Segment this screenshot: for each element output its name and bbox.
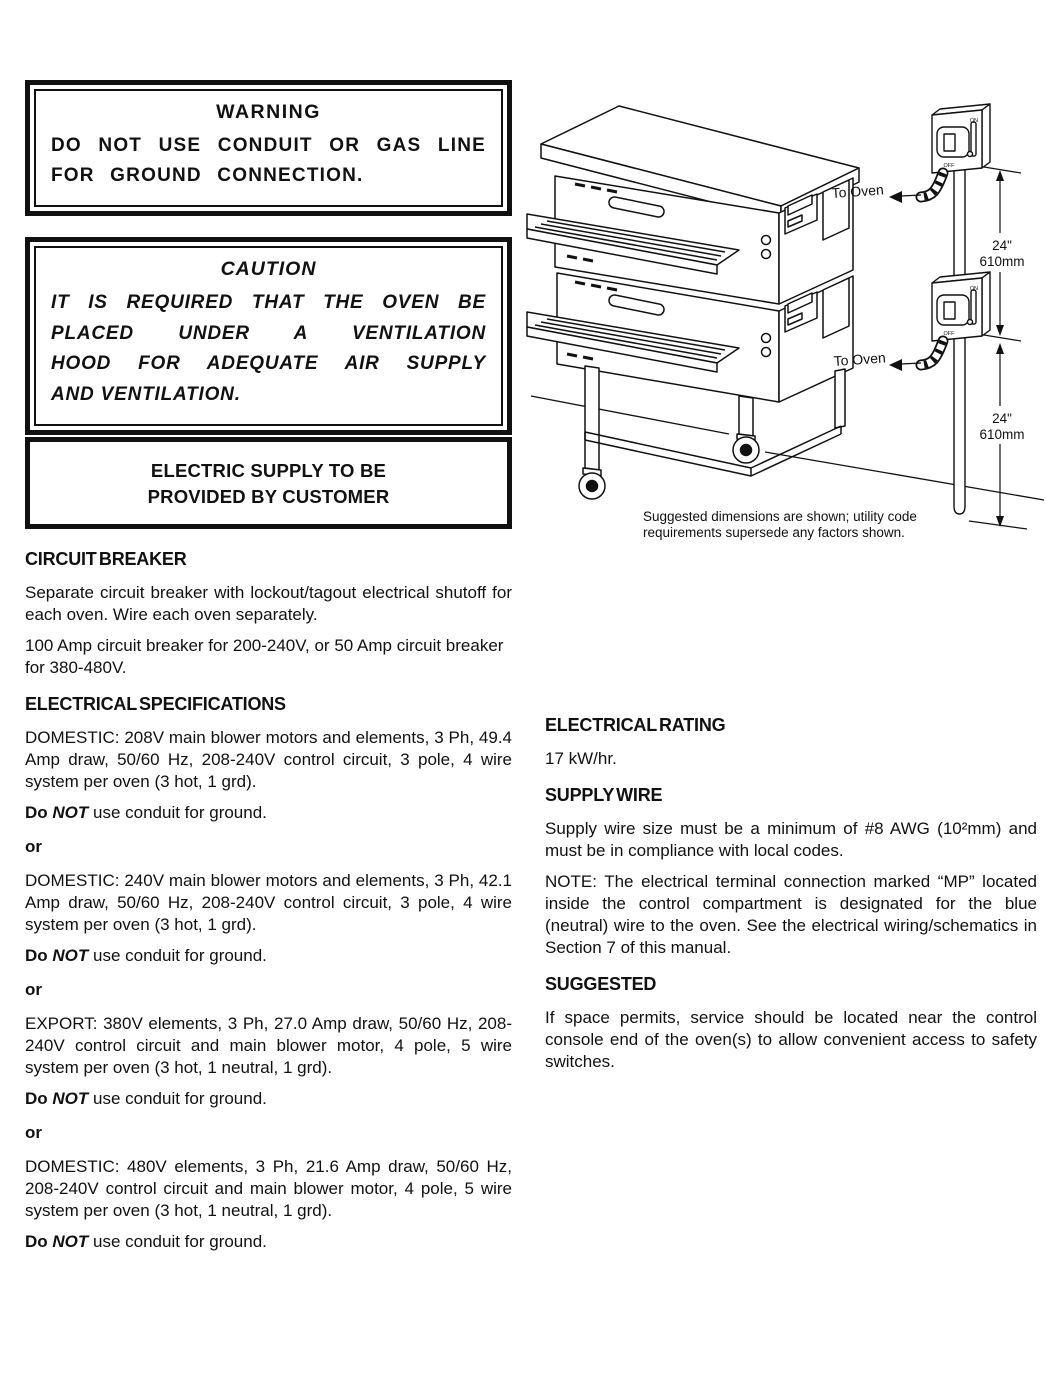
conduit-note-rest: use conduit for ground. — [88, 1232, 267, 1251]
conduit-note-1 — [25, 802, 512, 824]
disconnect-switch-bottom — [932, 272, 990, 341]
conduit-note-word-not: NOT — [52, 1232, 89, 1251]
caution-line-1: IT IS REQUIRED THAT THE OVEN BE — [51, 292, 486, 313]
supply-wire-note: NOTE: The electrical terminal connection marked “MP” located inside the control compartment is designated for the blue (neutral) wire to the oven. See the electrical wiring/schematics in Section 7 of this manual. — [545, 872, 1037, 957]
conduit-note-3 — [25, 1088, 512, 1110]
left-column — [25, 548, 512, 1266]
knob-icon — [762, 250, 771, 259]
warning-line-2: FOR GROUND CONNECTION. — [51, 165, 364, 186]
knob-icon — [762, 236, 771, 245]
spec-option-3-label: EXPORT: — [25, 1014, 98, 1033]
spec-option-4-label: DOMESTIC: — [25, 1157, 120, 1176]
electrical-rating-heading: ELECTRICAL RATING — [545, 715, 726, 735]
circuit-breaker-heading: CIRCUIT BREAKER — [25, 549, 187, 569]
to-oven-label-bottom: To Oven — [833, 349, 887, 369]
spec-option-2-label: DOMESTIC: — [25, 871, 120, 890]
floor-line-left — [531, 396, 729, 434]
caution-line-4: AND VENTILATION. — [51, 383, 241, 405]
circuit-breaker-para-1: Separate circuit breaker with lockout/tagout electrical shutoff for each oven. Wire each oven separately. — [25, 583, 512, 624]
conduit-note-word-not: NOT — [52, 946, 89, 965]
warning-line-1: DO NOT USE CONDUIT OR GAS LINE — [51, 135, 486, 156]
stand-leg-left — [585, 366, 599, 470]
electrical-specifications-heading: ELECTRICAL SPECIFICATIONS — [25, 694, 286, 714]
spec-option-2 — [25, 870, 512, 936]
caution-line-2: PLACED UNDER A VENTILATION — [51, 322, 486, 344]
supply-wire-para-1: Supply wire size must be a minimum of #8 AWG (10²mm) and must be in compliance with local codes. — [545, 819, 1037, 860]
conduit-note-4 — [25, 1231, 512, 1253]
switch-off-label: OFF — [943, 163, 955, 169]
caution-box — [25, 237, 512, 435]
warning-title: WARNING — [216, 101, 321, 123]
knob-icon — [762, 348, 771, 357]
circuit-breaker-para-2: 100 Amp circuit breaker for 200-240V, or 50 Amp circuit breaker for 380-480V. — [25, 636, 504, 677]
spec-option-3-text: 380V elements, 3 Ph, 27.0 Amp draw, 50/60 Hz, 208-240V control circuit and main blower motor, 4 pole, 5 wire system per oven (3 hot, 1 neutral, 1 grd). — [25, 1014, 512, 1077]
switch-on-label: ON — [969, 286, 978, 292]
supply-wire-heading: SUPPLY WIRE — [545, 785, 663, 805]
caution-title: CAUTION — [220, 258, 317, 280]
knob-icon — [762, 334, 771, 343]
oven-illustration — [527, 106, 859, 499]
flex-conduit-top — [921, 173, 943, 197]
electric-supply-box — [25, 437, 512, 529]
stand-leg-back — [835, 369, 845, 428]
spec-option-4-text: 480V elements, 3 Ph, 21.6 Amp draw, 50/60 Hz, 208-240V control circuit and main blower motor, 4 pole, 5 wire system per oven (3 hot, 1 neutral, 1 grd). — [25, 1157, 512, 1220]
conduit-note-word-do: Do — [25, 803, 53, 822]
electrical-rating-value: 17 kW/hr. — [545, 749, 617, 768]
spec-option-2-text: 240V main blower motors and elements, 3 Ph, 42.1 Amp draw, 50/60 Hz, 208-240V control circuit, 3 pole, 4 wire system per oven (3 hot, 1 grd). — [25, 871, 512, 934]
arrow-left-icon — [889, 359, 902, 371]
dimension-label-mm: 610mm — [979, 254, 1025, 269]
floor-line-right — [765, 452, 1044, 500]
dimension-label-inches: 24" — [992, 238, 1012, 253]
installation-diagram — [523, 80, 1046, 550]
diagram-caption-line-1: Suggested dimensions are shown; utility code — [643, 509, 917, 524]
stand-leg-right — [739, 396, 753, 436]
spec-option-1-label: DOMESTIC: — [25, 728, 120, 747]
to-oven-label-top: To Oven — [831, 181, 885, 201]
suggested-para: If space permits, service should be located near the control console end of the oven(s) to allow convenient access to safety switches. — [545, 1008, 1037, 1071]
conduit-note-rest: use conduit for ground. — [88, 803, 267, 822]
electric-supply-line-1: ELECTRIC SUPPLY TO BE — [150, 460, 387, 481]
dimension-label-mm: 610mm — [979, 427, 1025, 442]
dimension-label-inches: 24" — [992, 411, 1012, 426]
spec-option-3 — [25, 1013, 512, 1079]
arrow-left-icon — [889, 191, 902, 203]
arrow-up-icon — [996, 170, 1004, 181]
conduit-note-word-do: Do — [25, 1232, 53, 1251]
switch-off-label: OFF — [943, 331, 955, 337]
conduit-note-word-not: NOT — [52, 1089, 89, 1108]
disconnect-switch-top — [932, 104, 990, 173]
conduit-note-word-do: Do — [25, 1089, 53, 1108]
flex-conduit-bottom — [921, 341, 943, 365]
conduit-note-word-do: Do — [25, 946, 53, 965]
arrow-up-icon — [996, 343, 1004, 354]
conduit-note-2 — [25, 945, 512, 967]
or-separator-2: or — [25, 980, 42, 999]
dimension-bottom — [979, 343, 1024, 527]
or-separator-3: or — [25, 1123, 42, 1142]
conduit-note-rest: use conduit for ground. — [88, 1089, 267, 1108]
conduit-note-rest: use conduit for ground. — [88, 946, 267, 965]
electric-supply-line-2: PROVIDED BY CUSTOMER — [147, 486, 390, 507]
diagram-caption-line-2: requirements supersede any factors shown. — [643, 525, 905, 540]
warning-box-inner — [34, 89, 503, 207]
spec-option-1-text: 208V main blower motors and elements, 3 Ph, 49.4 Amp draw, 50/60 Hz, 208-240V control circuit, 3 pole, 4 wire system per oven (3 hot, 1 grd). — [25, 728, 512, 791]
warning-box — [25, 80, 512, 216]
arrow-down-icon — [996, 325, 1004, 336]
spec-option-4 — [25, 1156, 512, 1222]
caution-line-3: HOOD FOR ADEQUATE AIR SUPPLY — [51, 353, 486, 374]
conduit-note-word-not: NOT — [52, 803, 89, 822]
switch-on-label: ON — [969, 118, 978, 124]
caution-box-inner — [34, 246, 503, 426]
extension-lines — [969, 167, 1027, 529]
spec-option-1 — [25, 727, 512, 793]
right-column — [545, 714, 1037, 1082]
conduit-riser — [954, 170, 965, 514]
or-separator-1: or — [25, 837, 42, 856]
suggested-heading: SUGGESTED — [545, 974, 657, 994]
